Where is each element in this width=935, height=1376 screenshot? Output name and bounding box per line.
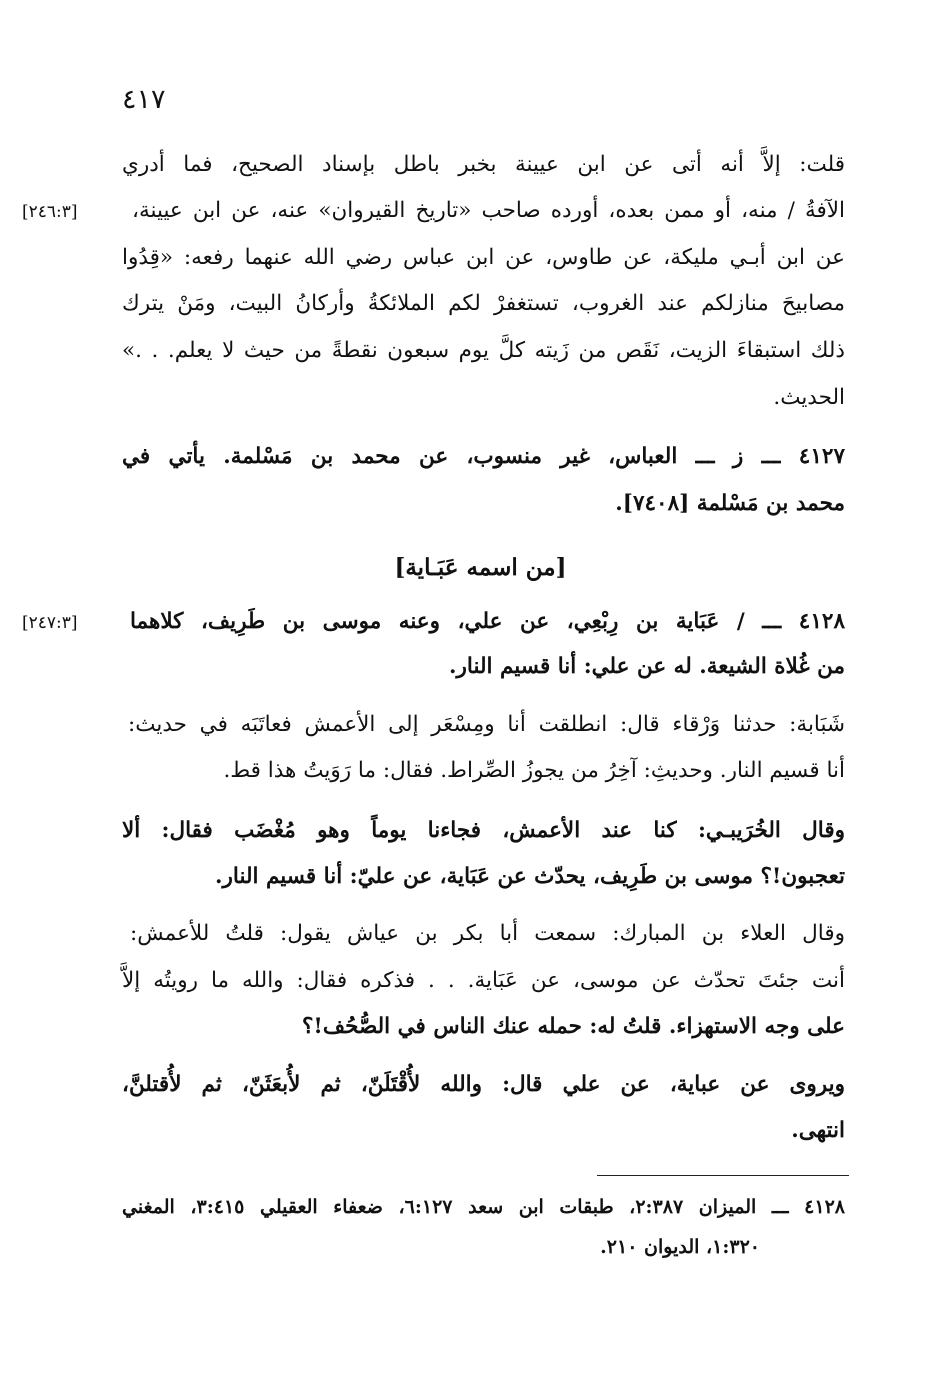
text-line: وقال الخُرَيبـي: كنا عند الأعمش، فجاءنا يوماً وهو مُغْضَب فقال: ألا [122, 818, 845, 843]
entry-4127-line: محمد بن مَسْلمة [٧٤٠٨]. [615, 491, 845, 516]
entry-4128-line: ٤١٢٨ ـــ / عَبَاية بن رِبْعِي، عن علي، وعنه موسى بن طَرِيف، كلاهما [130, 609, 845, 634]
quote-line: شَبَابة: حدثنا وَرْقاء قال: انطلقت أنا ومِسْعَر إلى الأعمش فعاتَبَه في حديث: [128, 712, 845, 737]
text-line: قلت: إلاَّ أنه أتى عن ابن عيينة بخبر باطل بإسناد الصحيح، فما أدري [122, 152, 845, 177]
footnote-line: ٤١٢٨ ـــ الميزان ٢:٣٨٧، طبقات ابن سعد ٦:١٢٧، ضعفاء العقيلي ٣:٤١٥، المغني [122, 1196, 845, 1218]
text-line: ذلك استبقاءَ الزيت، نَقَص من زَيته كلَّ يوم سبعون نقطةً من حيث لا يعلم. . .» [122, 338, 845, 363]
entry-4128-line: من غُلاة الشيعة. له عن علي: أنا قسيم النار. [449, 654, 845, 679]
entry-4127-line: ٤١٢٧ ـــ ز ـــ العباس، غير منسوب، عن محمد بن مَسْلمة. يأتي في [122, 444, 845, 469]
text-line: وقال العلاء بن المبارك: سمعت أبا بكر بن عياش يقول: قلتُ للأعمش: [130, 921, 845, 946]
footnote-line: ١:٣٢٠، الديوان ٢١٠. [600, 1236, 760, 1258]
text-line: الحديث. [773, 385, 845, 410]
text-line: الآفةُ / منه، أو ممن بعده، أورده صاحب «تاريخ القيروان» عنه، عن ابن عيينة، [132, 198, 845, 223]
text-line: تعجبون!؟ موسى بن طَرِيف، يحدّث عن عَبَاية، عن عليّ: أنا قسيم النار. [215, 864, 845, 889]
footnote-rule [597, 1175, 849, 1176]
text-line: على وجه الاستهزاء. قلتُ له: حمله عنك الناس في الصُّحُف!؟ [302, 1014, 845, 1039]
text-line: ويروى عن عباية، عن علي قال: والله لأُقْتَلَنّ، ثم لأُبعَثَنّ، ثم لأُقتلنَّ، [122, 1072, 845, 1097]
margin-reference: [٢٤٦:٣] [22, 202, 78, 222]
text-line: عن ابن أبـي مليكة، عن طاوس، عن ابن عباس رضي الله عنهما رفعه: «قِدُوا [122, 245, 845, 270]
quote-line: أنا قسيم النار. وحديثِ: آخِرُ من يجوزُ الصِّراط. فقال: ما رَوَيتُ هذا قط. [223, 758, 845, 783]
text-line: أنت جئتَ تحدّث عن موسى، عن عَبَاية. . . فذكره فقال: والله ما رويتُه إلاَّ [122, 968, 845, 993]
margin-reference: [٢٤٧:٣] [22, 613, 78, 633]
page-number: ٤١٧ [122, 84, 166, 115]
text-line: انتهى. [791, 1118, 845, 1143]
text-line: مصابيحَ منازلكم عند الغروب، تستغفرْ لكم الملائكةُ وأركانُ البيت، ومَنْ يترك [122, 291, 845, 316]
section-heading: [من اسمه عَبَـاية] [394, 554, 567, 581]
